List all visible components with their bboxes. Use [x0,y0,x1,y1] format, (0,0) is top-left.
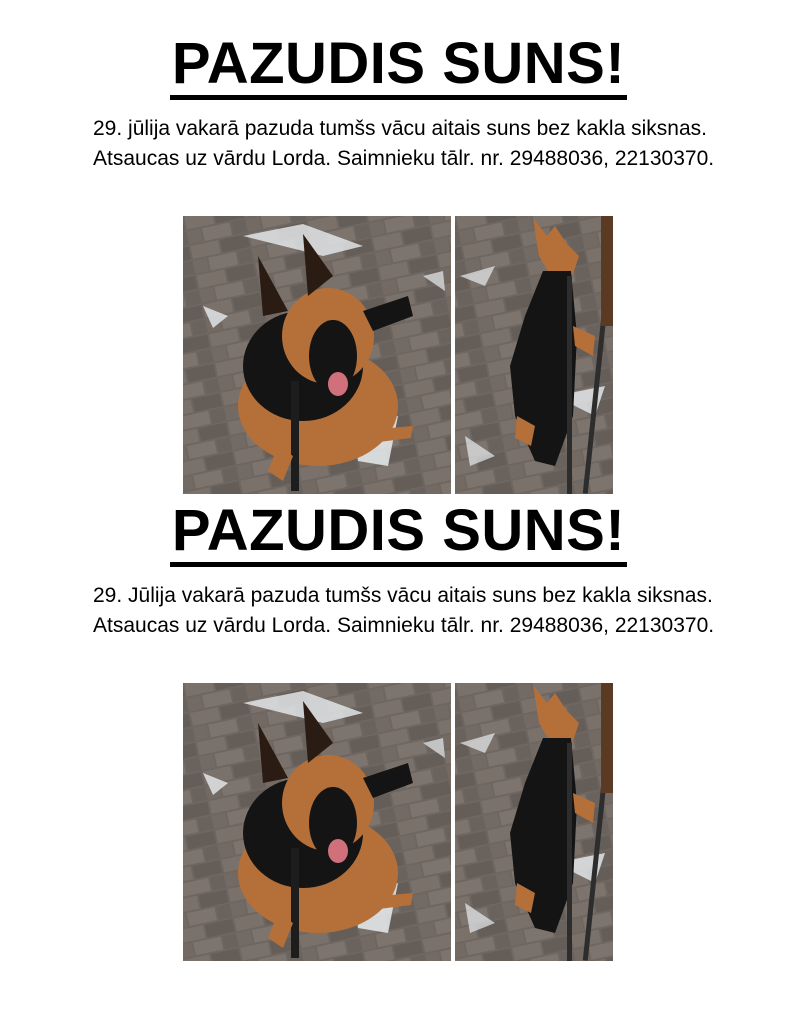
flyer-1 [0,28,797,174]
headline: PAZUDIS SUNS! [0,28,797,100]
photo-pair [183,683,613,961]
german-shepherd-back-photo [455,683,613,961]
photo-pair [183,216,613,494]
flyer-2 [0,495,797,641]
german-shepherd-sitting-photo [183,683,451,961]
notice-text: 29. Jūlija vakarā pazuda tumšs vācu aitais suns bez kakla siksnas. Atsaucas uz vārdu Lorda. Saimnieku tālr. nr. 29488036, 22130370. [93,584,715,637]
notice-text: 29. jūlija vakarā pazuda tumšs vācu aitais suns bez kakla siksnas. Atsaucas uz vārdu Lorda. Saimnieku tālr. nr. 29488036, 22130370. [93,117,715,170]
german-shepherd-back-photo [455,216,613,494]
german-shepherd-sitting-photo [183,216,451,494]
headline: PAZUDIS SUNS! [0,495,797,567]
